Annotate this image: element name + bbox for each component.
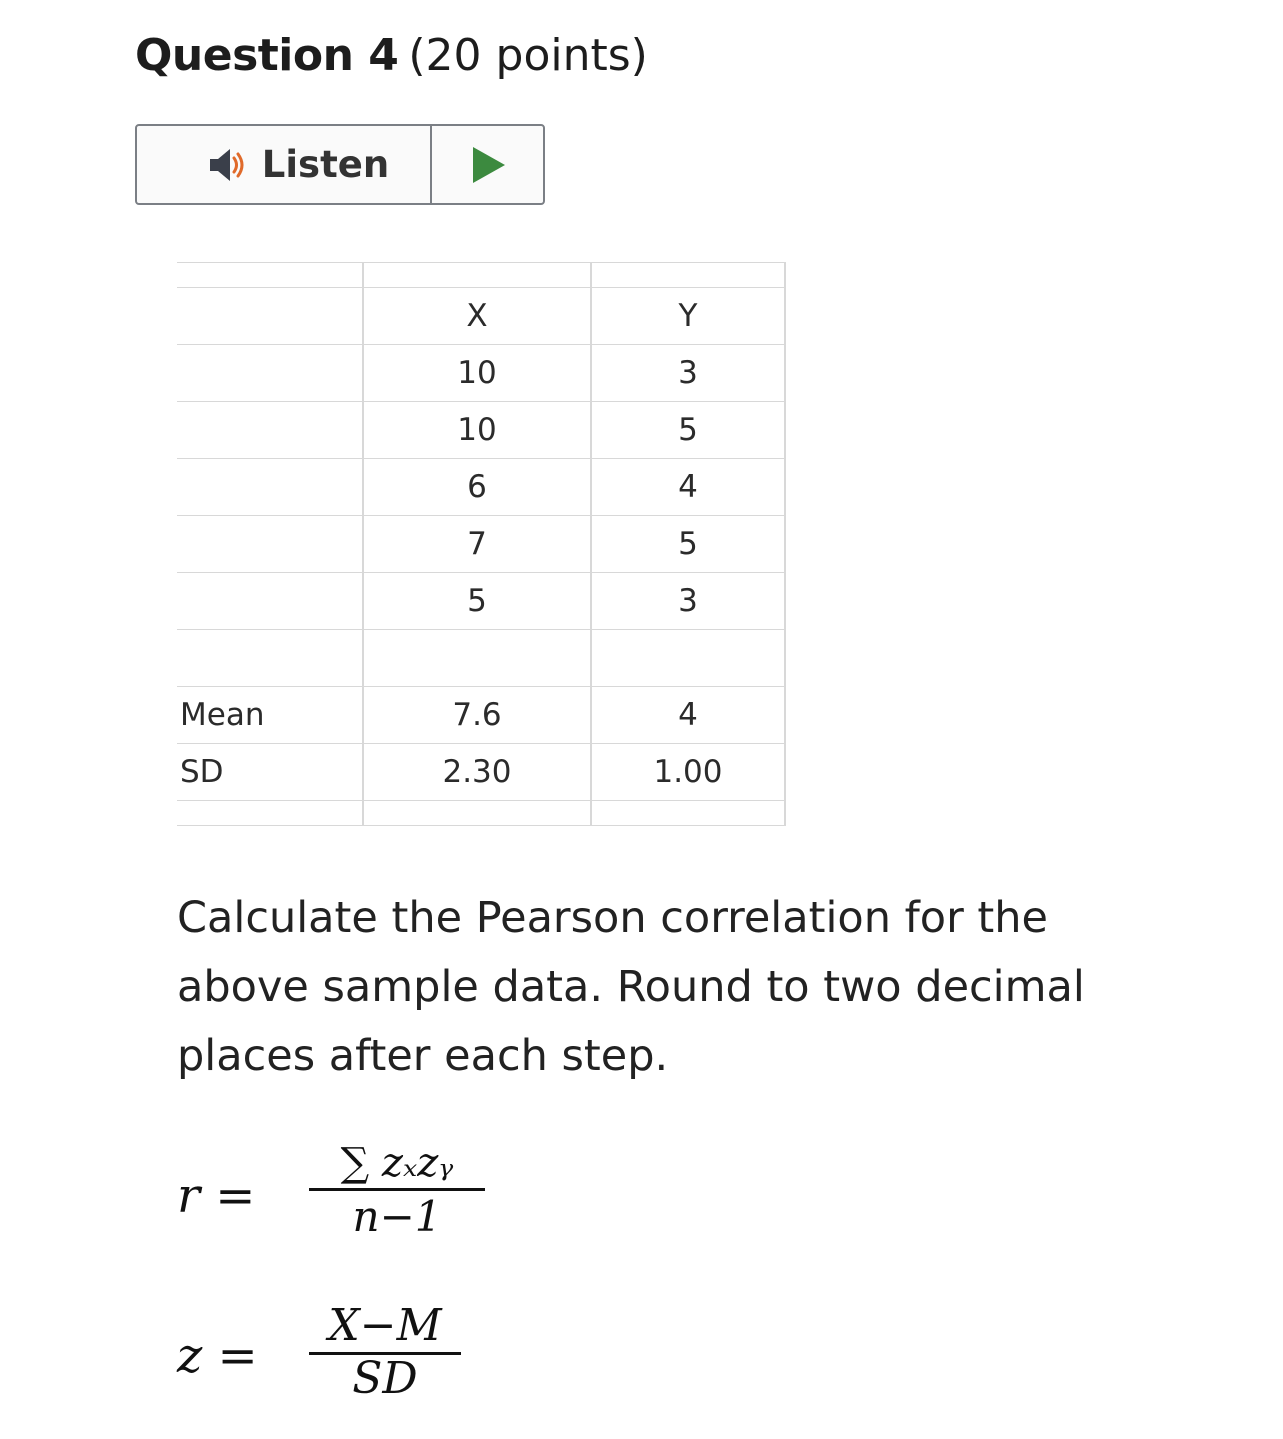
z-formula <box>177 1300 517 1410</box>
header-cell-y: Y <box>591 288 785 345</box>
row-label <box>177 573 363 630</box>
listen-label: Listen <box>261 143 390 186</box>
play-icon <box>468 145 508 185</box>
table-bottom-edge <box>177 801 785 826</box>
table-top-edge <box>177 263 785 288</box>
row-label <box>177 516 363 573</box>
row-label <box>177 630 363 687</box>
question-points: (20 points) <box>408 30 648 81</box>
table-row <box>177 630 785 687</box>
z-lhs: z = <box>177 1328 258 1384</box>
mean-row <box>177 687 785 744</box>
sd-row <box>177 744 785 801</box>
x-value: 10 <box>363 402 591 459</box>
data-table <box>177 262 786 826</box>
question-prompt: Calculate the Pearson correlation for the above sample data. Round to two decimal places after each step. <box>177 893 1085 1081</box>
r-numerator: ∑ zₓzᵧ <box>340 1140 454 1186</box>
table-row <box>177 573 785 630</box>
z-numerator: X−M <box>328 1300 442 1351</box>
y-value: 3 <box>591 573 785 630</box>
y-value: 4 <box>591 459 785 516</box>
row-label <box>177 402 363 459</box>
table-row <box>177 402 785 459</box>
sd-x: 2.30 <box>363 744 591 801</box>
question-title <box>135 26 648 86</box>
play-button[interactable] <box>432 126 543 203</box>
y-value: 5 <box>591 402 785 459</box>
x-value: 5 <box>363 573 591 630</box>
sd-label: SD <box>177 744 363 801</box>
y-value: 5 <box>591 516 785 573</box>
speaker-icon <box>208 145 248 185</box>
table-row <box>177 516 785 573</box>
x-value: 10 <box>363 345 591 402</box>
mean-x: 7.6 <box>363 687 591 744</box>
sd-y: 1.00 <box>591 744 785 801</box>
table-row <box>177 459 785 516</box>
y-value: 3 <box>591 345 785 402</box>
x-value <box>363 630 591 687</box>
r-fraction <box>309 1138 485 1243</box>
table-header-row <box>177 288 785 345</box>
x-value: 6 <box>363 459 591 516</box>
z-fraction <box>309 1300 461 1403</box>
x-value: 7 <box>363 516 591 573</box>
table-row <box>177 345 785 402</box>
mean-y: 4 <box>591 687 785 744</box>
listen-button[interactable] <box>137 126 432 203</box>
question-label: Question 4 <box>135 30 399 81</box>
row-label <box>177 459 363 516</box>
header-cell <box>177 288 363 345</box>
r-denominator: n−1 <box>352 1192 442 1241</box>
y-value <box>591 630 785 687</box>
pearson-formula <box>177 1138 517 1258</box>
row-label <box>177 345 363 402</box>
header-cell-x: X <box>363 288 591 345</box>
mean-label: Mean <box>177 687 363 744</box>
listen-widget <box>135 124 545 205</box>
r-lhs: r = <box>177 1168 256 1224</box>
z-denominator: SD <box>352 1353 418 1404</box>
